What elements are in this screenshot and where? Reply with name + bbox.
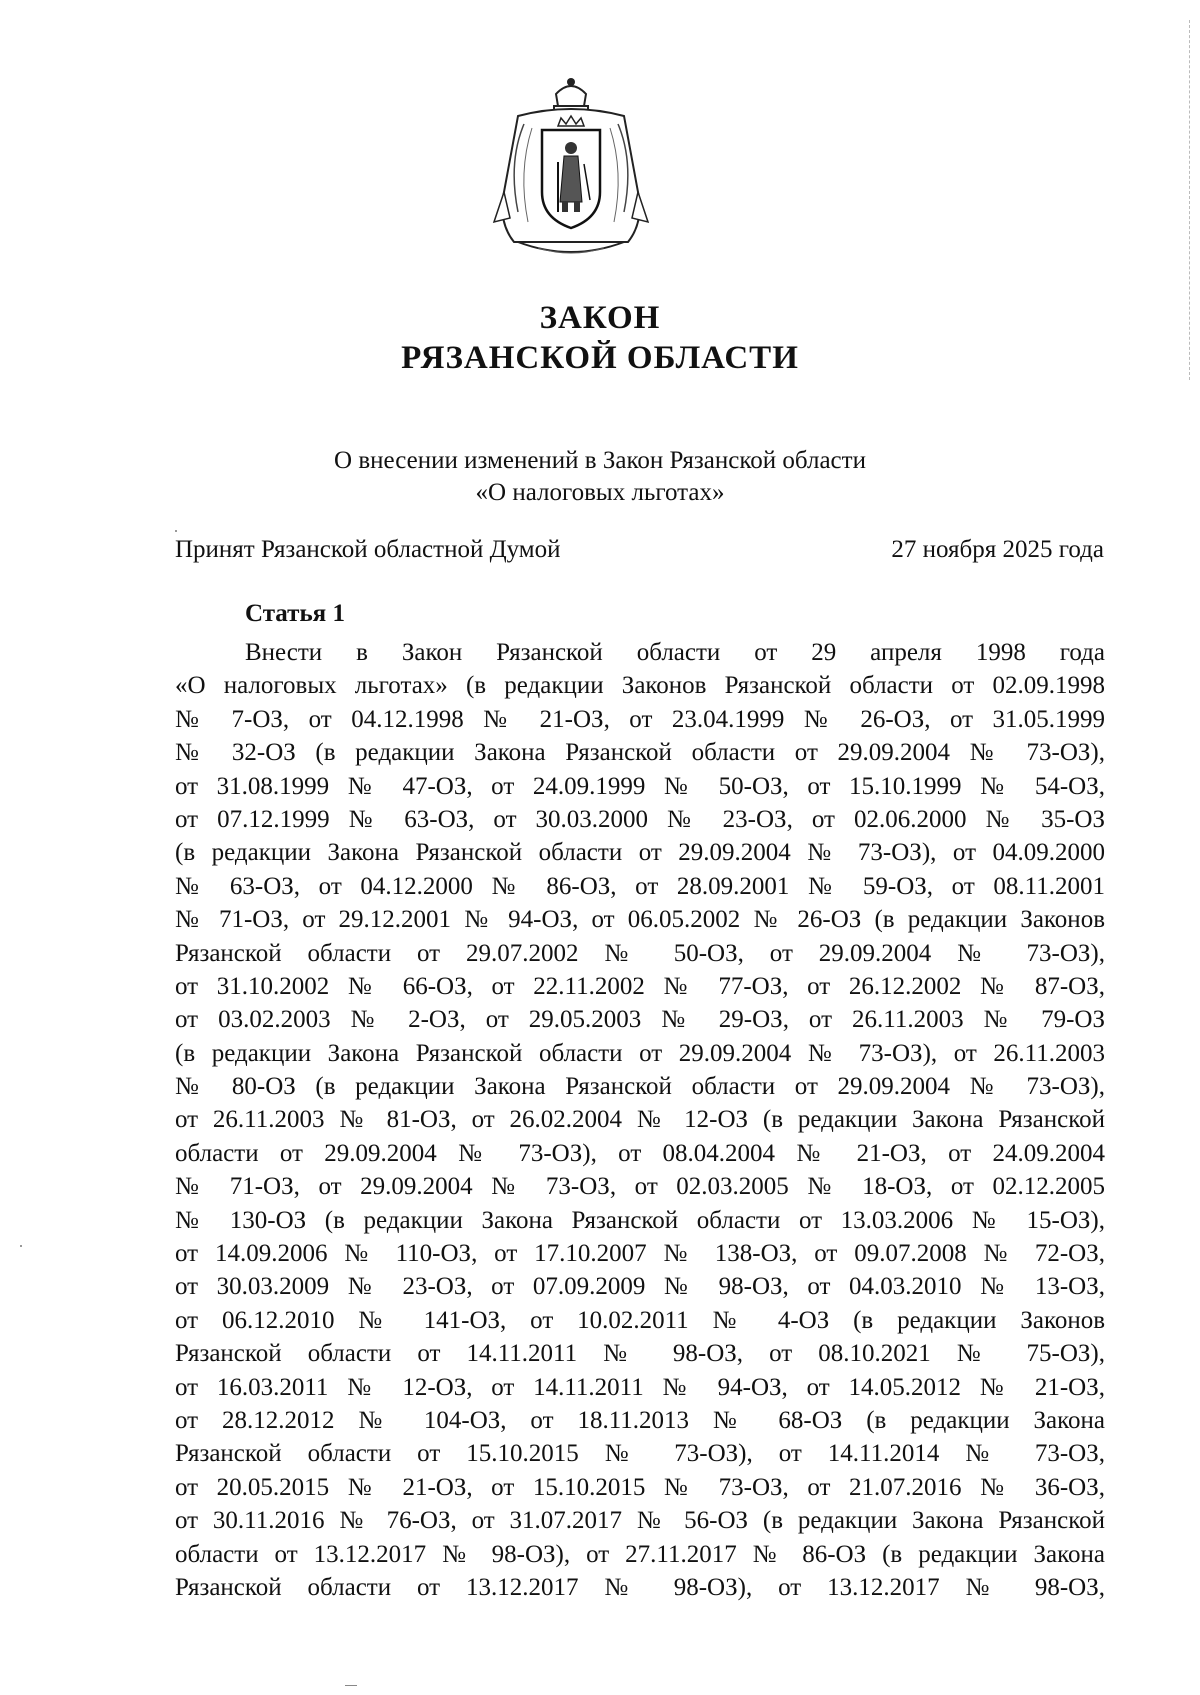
law-subtitle-line2: «О налоговых льготах»	[475, 479, 725, 506]
article-line: Внести в Закон Рязанской области от 29 апреля 1998 года	[245, 639, 1105, 666]
law-subtitle-line1: О внесении изменений в Закон Рязанской области	[334, 447, 866, 474]
article-line: № 130-ОЗ (в редакции Закона Рязанской области от 13.03.2006 № 15-ОЗ),	[175, 1206, 1105, 1234]
adoption-date: 27 ноября 2025 года	[891, 536, 1104, 563]
article-line: от 06.12.2010 № 141-ОЗ, от 10.02.2011 № 4-ОЗ (в редакции Законов	[175, 1306, 1105, 1334]
scan-speck	[175, 530, 177, 532]
article-line: № 7-ОЗ, от 04.12.1998 № 21-ОЗ, от 23.04.1999 № 26-ОЗ, от 31.05.1999	[175, 705, 1105, 733]
scan-speck	[20, 1245, 22, 1247]
article-line: № 32-ОЗ (в редакции Закона Рязанской области от 29.09.2004 № 73-ОЗ),	[175, 739, 1105, 767]
article-line: области от 29.09.2004 № 73-ОЗ), от 08.04.2004 № 21-ОЗ, от 24.09.2004	[175, 1139, 1105, 1167]
scan-edge-mark	[345, 1685, 357, 1686]
article-line: от 28.12.2012 № 104-ОЗ, от 18.11.2013 № 68-ОЗ (в редакции Закона	[175, 1406, 1105, 1434]
article-line: от 03.02.2003 № 2-ОЗ, от 29.05.2003 № 29-ОЗ, от 26.11.2003 № 79-ОЗ	[175, 1006, 1105, 1034]
ryazan-coat-of-arms-icon	[488, 72, 654, 260]
article-line: Рязанской области от 15.10.2015 № 73-ОЗ), от 14.11.2014 № 73-ОЗ,	[175, 1440, 1105, 1468]
article-line: № 71-ОЗ, от 29.12.2001 № 94-ОЗ, от 06.05.2002 № 26-ОЗ (в редакции Законов	[175, 906, 1105, 934]
article-line: Рязанской области от 14.11.2011 № 98-ОЗ, от 08.10.2021 № 75-ОЗ),	[175, 1340, 1105, 1368]
article-heading: Статья 1	[245, 600, 345, 627]
article-line: (в редакции Закона Рязанской области от 29.09.2004 № 73-ОЗ), от 26.11.2003	[175, 1039, 1105, 1067]
article-line: от 30.11.2016 № 76-ОЗ, от 31.07.2017 № 56-ОЗ (в редакции Закона Рязанской	[175, 1507, 1105, 1535]
article-body	[175, 636, 1105, 1604]
adopted-by-text: Принят Рязанской областной Думой	[175, 536, 561, 563]
article-line: от 14.09.2006 № 110-ОЗ, от 17.10.2007 № 138-ОЗ, от 09.07.2008 № 72-ОЗ,	[175, 1240, 1105, 1268]
law-title-line1: ЗАКОН	[539, 300, 661, 336]
article-line: от 30.03.2009 № 23-ОЗ, от 07.09.2009 № 98-ОЗ, от 04.03.2010 № 13-ОЗ,	[175, 1273, 1105, 1301]
law-title-line2: РЯЗАНСКОЙ ОБЛАСТИ	[401, 340, 799, 376]
article-line: № 80-ОЗ (в редакции Закона Рязанской области от 29.09.2004 № 73-ОЗ),	[175, 1073, 1105, 1101]
article-line: области от 13.12.2017 № 98-ОЗ), от 27.11.2017 № 86-ОЗ (в редакции Закона	[175, 1540, 1105, 1568]
article-line: от 26.11.2003 № 81-ОЗ, от 26.02.2004 № 12-ОЗ (в редакции Закона Рязанской	[175, 1106, 1105, 1134]
article-line: № 63-ОЗ, от 04.12.2000 № 86-ОЗ, от 28.09.2001 № 59-ОЗ, от 08.11.2001	[175, 872, 1105, 900]
article-line: «О налоговых льготах» (в редакции Законов Рязанской области от 02.09.1998	[175, 672, 1105, 700]
article-line: от 16.03.2011 № 12-ОЗ, от 14.11.2011 № 94-ОЗ, от 14.05.2012 № 21-ОЗ,	[175, 1373, 1105, 1401]
article-line: от 31.10.2002 № 66-ОЗ, от 22.11.2002 № 77-ОЗ, от 26.12.2002 № 87-ОЗ,	[175, 972, 1105, 1000]
article-line: от 20.05.2015 № 21-ОЗ, от 15.10.2015 № 73-ОЗ, от 21.07.2016 № 36-ОЗ,	[175, 1473, 1105, 1501]
article-line: от 07.12.1999 № 63-ОЗ, от 30.03.2000 № 23-ОЗ, от 02.06.2000 № 35-ОЗ	[175, 805, 1105, 833]
article-line: № 71-ОЗ, от 29.09.2004 № 73-ОЗ, от 02.03.2005 № 18-ОЗ, от 02.12.2005	[175, 1173, 1105, 1201]
article-line: Рязанской области от 13.12.2017 № 98-ОЗ), от 13.12.2017 № 98-ОЗ,	[175, 1573, 1105, 1601]
article-line: (в редакции Закона Рязанской области от 29.09.2004 № 73-ОЗ), от 04.09.2000	[175, 839, 1105, 867]
article-line: Рязанской области от 29.07.2002 № 50-ОЗ, от 29.09.2004 № 73-ОЗ),	[175, 939, 1105, 967]
article-line: от 31.08.1999 № 47-ОЗ, от 24.09.1999 № 50-ОЗ, от 15.10.1999 № 54-ОЗ,	[175, 772, 1105, 800]
